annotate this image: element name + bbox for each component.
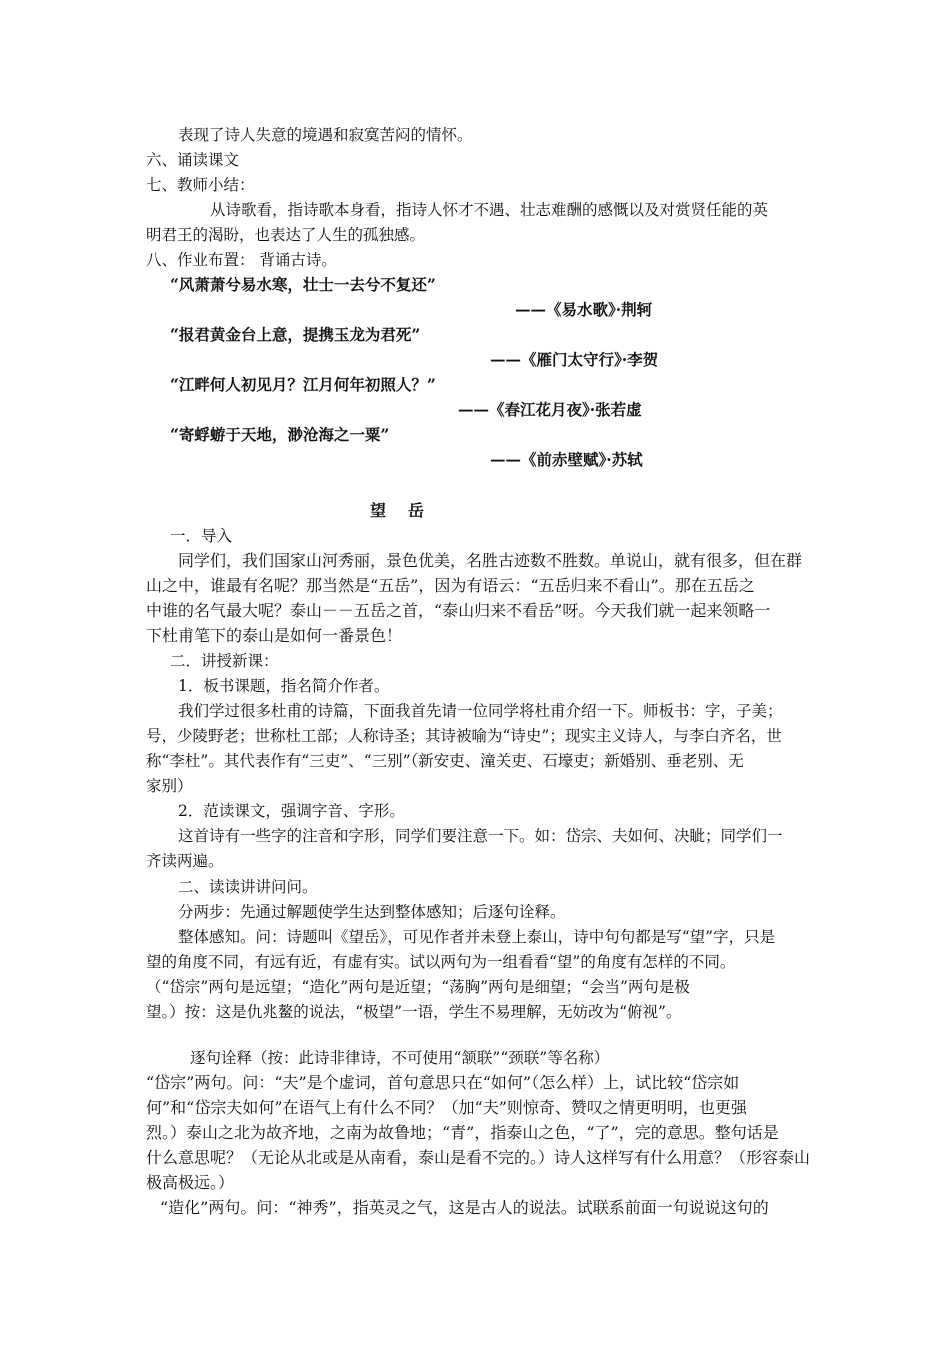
section-heading-8: 八、作业布置： 背诵古诗。	[146, 251, 337, 269]
paragraph-line: 分两步：先通过解题使学生达到整体感知；后逐句诠释。	[178, 903, 566, 921]
paragraph-line: “岱宗”两句。问：“夫”是个虚词，首句意思只在“如何”（怎么样）上，试比较“岱宗如	[146, 1073, 740, 1092]
quote-text: “风萧萧兮易水寒，壮士一去兮不复还”	[170, 275, 436, 294]
lesson-heading: 二、读读讲讲问问。	[178, 878, 318, 896]
quote-source: ——《易水歌》·荆轲	[515, 300, 653, 319]
lesson-title: 望岳	[370, 501, 447, 520]
quote-source: ——《春江花月夜》·张若虚	[458, 400, 642, 419]
quote-source: ——《前赤壁赋》·苏轼	[490, 450, 643, 469]
section-heading-7: 七、教师小结：	[146, 176, 255, 194]
paragraph-line: 望的角度不同，有远有近，有虚有实。试以两句为一组看看“望”的角度有怎样的不同。	[146, 953, 736, 971]
paragraph-line: 称“李杜”。其代表作有“三吏”、“三别”（新安吏、潼关吏、石壕吏；新婚别、垂老别、无	[146, 752, 744, 770]
quote-text: “报君黄金台上意，提携玉龙为君死”	[170, 325, 421, 344]
summary-line: 从诗歌看，指诗歌本身看，指诗人怀才不遇、壮志难酬的感慨以及对赏贤任能的英	[210, 201, 769, 219]
quote-text: “寄蜉蝣于天地，渺沧海之一粟”	[170, 425, 390, 444]
paragraph-line: 烈。）泰山之北为故齐地，之南为故鲁地；“青”，指泰山之色，“了”，完的意思。整句话是	[146, 1123, 779, 1142]
paragraph-line: 家别）	[146, 777, 193, 795]
paragraph-line: 什么意思呢？（无论从北或是从南看，泰山是看不完的。）诗人这样写有什么用意？（形容泰山	[146, 1148, 811, 1167]
paragraph-line: 何”和“岱宗夫如何”在语气上有什么不同？（加“夫”则惊奇、赞叹之情更明明，也更强	[146, 1098, 747, 1117]
paragraph-line: 整体感知。问：诗题叫《望岳》，可见作者并未登上泰山，诗中句句都是写“望”字，只是	[178, 928, 776, 946]
paragraph-line: 中谁的名气最大呢？泰山－－五岳之首，“泰山归来不看岳”呀。今天我们就一起来领略一	[146, 601, 771, 620]
paragraph-line: 齐读两遍。	[146, 852, 224, 870]
paragraph-line: 山之中，谁最有名呢？那当然是“五岳”，因为有语云：“五岳归来不看山”。那在五岳之	[146, 576, 755, 595]
summary-line: 明君王的渴盼，也表达了人生的孤独感。	[146, 226, 426, 244]
text-line: 表现了诗人失意的境遇和寂寞苦闷的情怀。	[178, 126, 473, 144]
paragraph-line: 我们学过很多杜甫的诗篇，下面我首先请一位同学将杜甫介绍一下。师板书：字，子美；	[178, 702, 783, 720]
paragraph-line: 号，少陵野老；世称杜工部；人称诗圣；其诗被喻为“诗史”；现实主义诗人，与李白齐名，世	[146, 727, 782, 745]
paragraph-line: 望。）按：这是仇兆鳌的说法，“极望”一语，学生不易理解，无妨改为“俯视”。	[146, 1003, 682, 1021]
lesson-heading: 一．导入	[170, 527, 233, 545]
quote-text: “江畔何人初见月？江月何年初照人？”	[170, 375, 436, 394]
section-heading-6: 六、诵读课文	[146, 151, 240, 169]
lesson-subheading: 2．范读课文，强调字音、字形。	[178, 802, 405, 820]
paragraph-line: 同学们，我们国家山河秀丽，景色优美，名胜古迹数不胜数。单说山，就有很多，但在群	[178, 551, 803, 570]
lesson-subheading: 逐句诠释（按：此诗非律诗，不可使用“颔联”“颈联”等名称）	[190, 1049, 610, 1067]
paragraph-line: 下杜甫笔下的泰山是如何一番景色！	[146, 626, 403, 645]
lesson-heading: 二．讲授新课：	[170, 652, 279, 670]
paragraph-line: “造化”两句。问：“神秀”，指英灵之气，这是古人的说法。试联系前面一句说说这句的	[160, 1198, 769, 1217]
quote-source: ——《雁门太守行》·李贺	[490, 350, 659, 369]
paragraph-line: 这首诗有一些字的注音和字形，同学们要注意一下。如：岱宗、夫如何、决眦；同学们一	[178, 827, 783, 845]
paragraph-line: 极高极远。）	[146, 1173, 235, 1192]
lesson-subheading: 1．板书课题，指名简介作者。	[178, 677, 390, 695]
paragraph-line: （“岱宗”两句是远望；“造化”两句是近望；“荡胸”两句是细望；“会当”两句是极	[146, 978, 690, 996]
